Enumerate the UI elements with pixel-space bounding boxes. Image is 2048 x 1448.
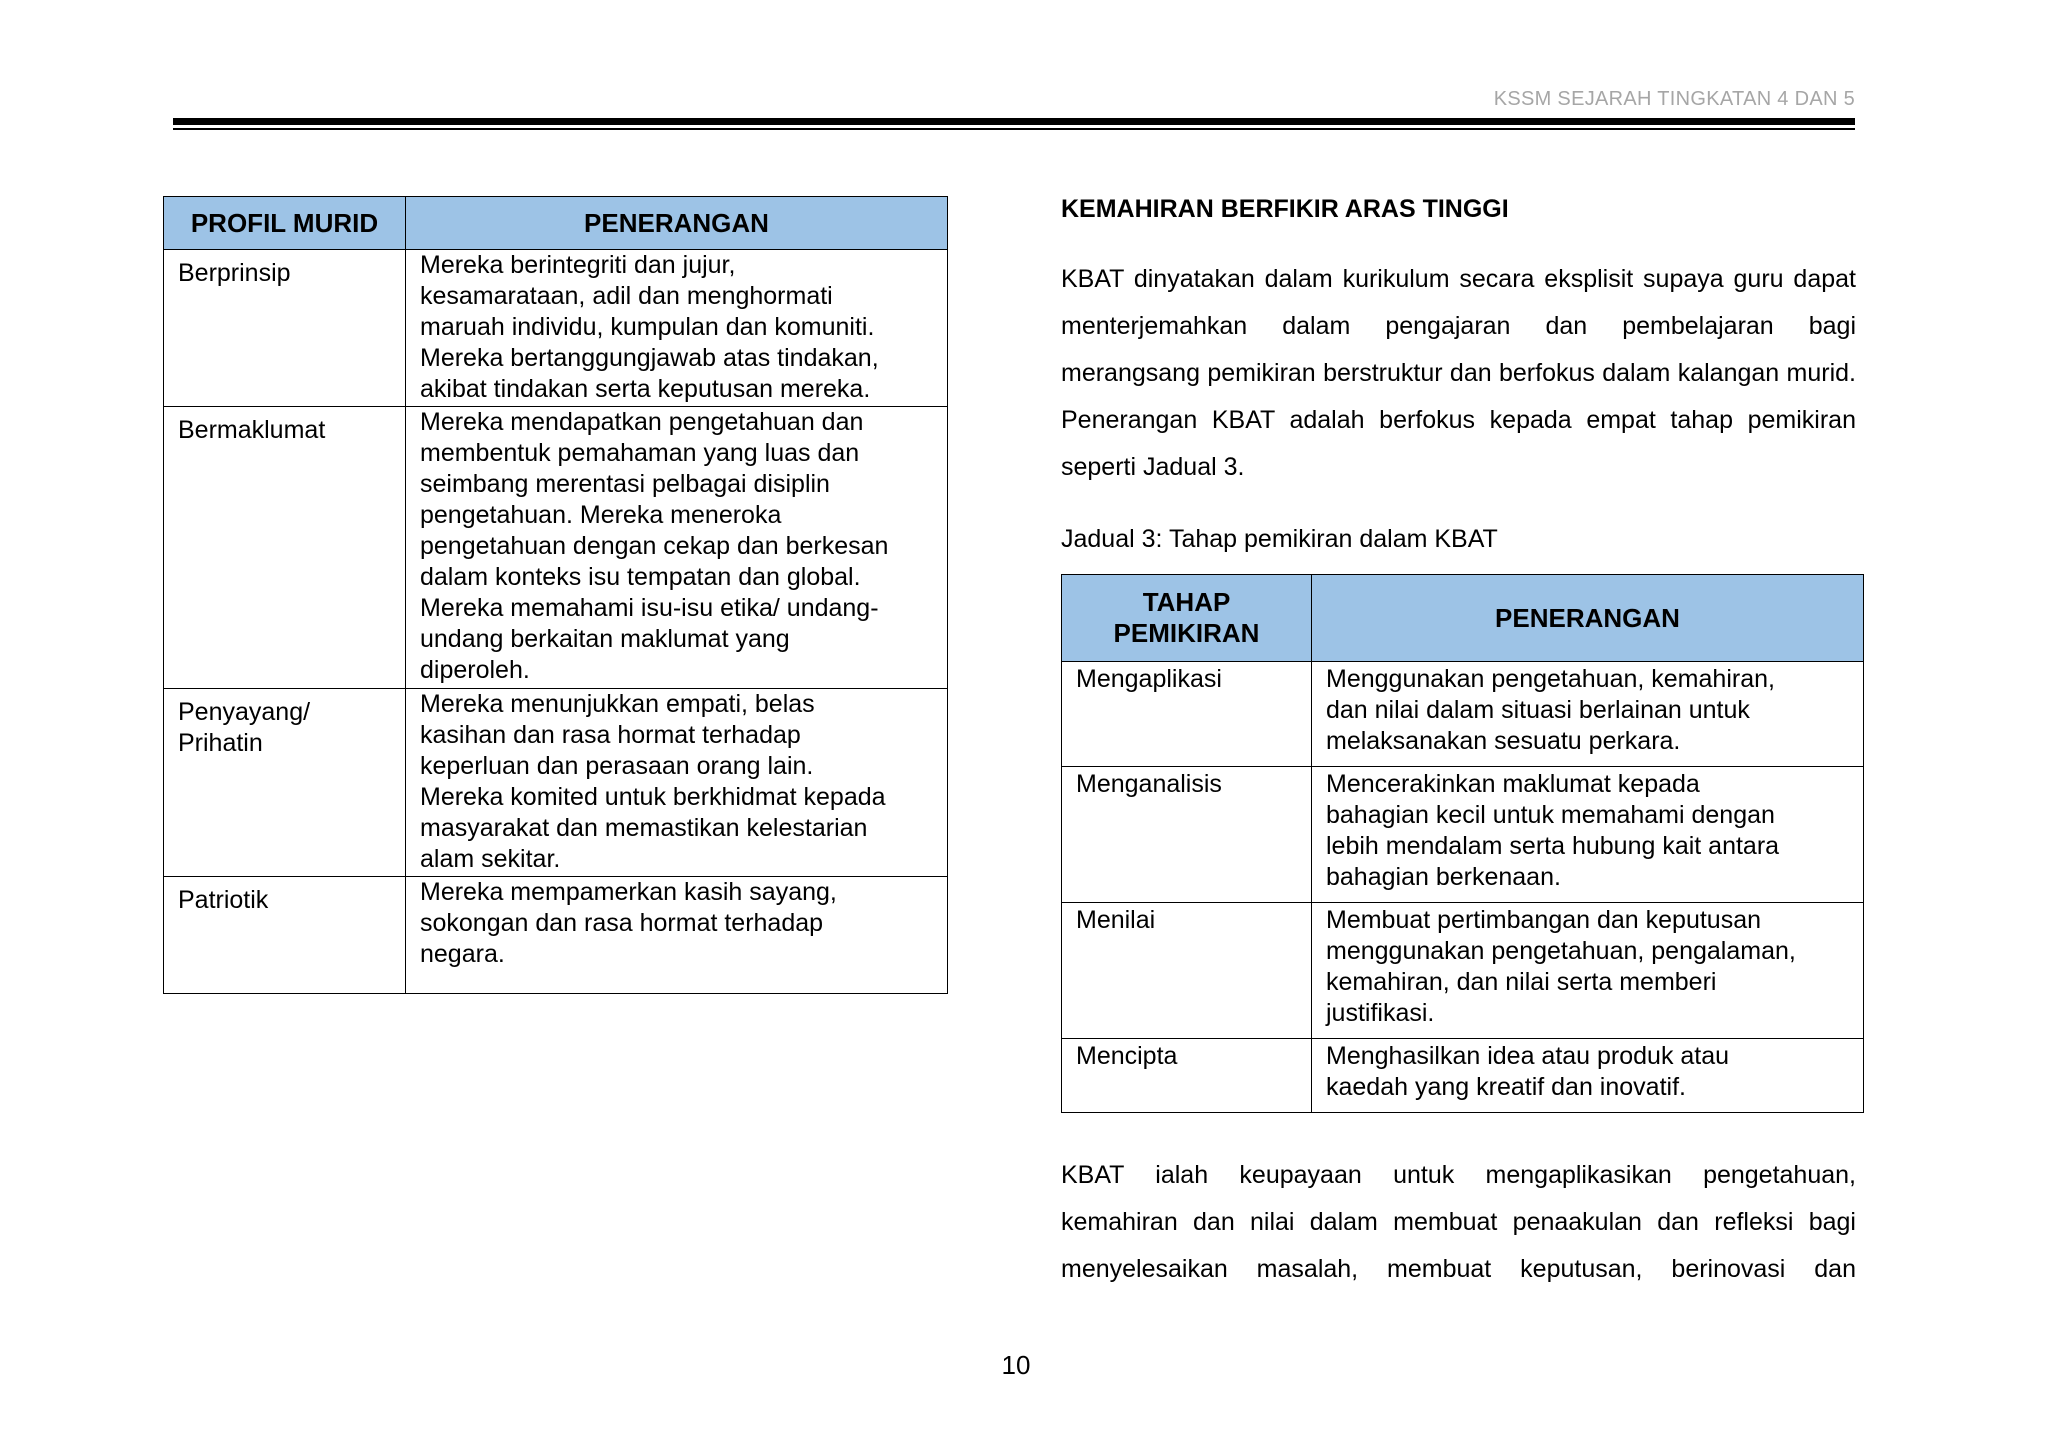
description-line: dalam konteks isu tempatan dan global. <box>420 563 861 591</box>
description-line: negara. <box>420 940 505 968</box>
page-number: 10 <box>1001 1350 1031 1380</box>
description-line: menggunakan pengetahuan, pengalaman, <box>1326 937 1796 965</box>
description-line: Mereka bertanggungjawab atas tindakan, <box>420 344 879 372</box>
profile-line: Prihatin <box>178 729 263 757</box>
description-line: Mereka mempamerkan kasih sayang, <box>420 878 837 906</box>
section-title: KEMAHIRAN BERFIKIR ARAS TINGGI <box>1061 195 1509 223</box>
profile-cell: Berprinsip <box>164 250 406 407</box>
description-cell <box>406 689 948 877</box>
level-cell: Mencipta <box>1062 1039 1312 1113</box>
description-line: membentuk pemahaman yang luas dan <box>420 439 860 467</box>
header-line: TAHAP <box>1142 587 1231 617</box>
intro-paragraph: KBAT dinyatakan dalam kurikulum secara eksplisit supaya guru dapat menterjemahkan dalam pengajaran dan pembelajaran bagi merangsang pemikiran berstruktur dan berfokus dalam kalangan murid. Penerangan KBAT adalah berfokus kepada empat tahap pemikiran seperti Jadual 3. <box>1061 265 1856 481</box>
description-line: keperluan dan perasaan orang lain. <box>420 752 814 780</box>
description-line: sokongan dan rasa hormat terhadap <box>420 909 824 937</box>
profile-cell: Bermaklumat <box>164 407 406 689</box>
table-row <box>1062 1039 1864 1113</box>
description-line: melaksanakan sesuatu perkara. <box>1326 727 1681 755</box>
table-row <box>1062 903 1864 1039</box>
description-line: pengetahuan. Mereka meneroka <box>420 501 782 529</box>
description-line: diperoleh. <box>420 656 530 684</box>
description-line: Menggunakan pengetahuan, kemahiran, <box>1326 665 1775 693</box>
description-line: akibat tindakan serta keputusan mereka. <box>420 375 871 403</box>
description-line: maruah individu, kumpulan dan komuniti. <box>420 313 875 341</box>
description-line: bahagian kecil untuk memahami dengan <box>1326 801 1775 829</box>
column-header-tahap-pemikiran <box>1062 575 1312 662</box>
closing-paragraph: KBAT ialah keupayaan untuk mengaplikasikan pengetahuan, kemahiran dan nilai dalam membuat penaakulan dan refleksi bagi menyelesaikan masalah, membuat keputusan, berinovasi dan <box>1061 1161 1856 1283</box>
table-row <box>1062 767 1864 903</box>
description-cell <box>1312 662 1864 767</box>
description-line: kaedah yang kreatif dan inovatif. <box>1326 1073 1686 1101</box>
profile-cell: Patriotik <box>164 877 406 994</box>
description-line: dan nilai dalam situasi berlainan untuk <box>1326 696 1750 724</box>
table-row <box>1062 662 1864 767</box>
description-line: Mereka menunjukkan empati, belas <box>420 690 815 718</box>
column-header-penerangan: PENERANGAN <box>406 197 948 250</box>
header-rule-thick <box>173 118 1855 125</box>
description-line: kemahiran, dan nilai serta memberi <box>1326 968 1717 996</box>
table-row <box>164 407 948 689</box>
column-header-penerangan: PENERANGAN <box>1312 575 1864 662</box>
table-row <box>164 250 948 407</box>
description-line: Membuat pertimbangan dan keputusan <box>1326 906 1762 934</box>
description-cell <box>406 877 948 994</box>
description-line: undang berkaitan maklumat yang <box>420 625 790 653</box>
table-row <box>164 877 948 994</box>
column-header-profil-murid: PROFIL MURID <box>164 197 406 250</box>
description-cell <box>1312 1039 1864 1113</box>
description-line: kesamarataan, adil dan menghormati <box>420 282 833 310</box>
level-cell: Menilai <box>1062 903 1312 1039</box>
description-line: Mereka komited untuk berkhidmat kepada <box>420 783 886 811</box>
description-line: Mereka mendapatkan pengetahuan dan <box>420 408 864 436</box>
description-cell <box>1312 903 1864 1039</box>
description-line: Menghasilkan idea atau produk atau <box>1326 1042 1730 1070</box>
description-line: seimbang merentasi pelbagai disiplin <box>420 470 830 498</box>
description-cell <box>406 407 948 689</box>
description-line: masyarakat dan memastikan kelestarian <box>420 814 868 842</box>
description-line: lebih mendalam serta hubung kait antara <box>1326 832 1780 860</box>
description-line: Mereka berintegriti dan jujur, <box>420 251 736 279</box>
description-line: Mereka memahami isu-isu etika/ undang- <box>420 594 879 622</box>
profile-line: Penyayang/ <box>178 698 311 726</box>
profile-cell <box>164 689 406 877</box>
table-row <box>164 689 948 877</box>
description-line: alam sekitar. <box>420 845 561 873</box>
level-cell: Mengaplikasi <box>1062 662 1312 767</box>
description-line: kasihan dan rasa hormat terhadap <box>420 721 801 749</box>
header-line: PEMIKIRAN <box>1113 618 1260 648</box>
table-caption: Jadual 3: Tahap pemikiran dalam KBAT <box>1061 525 1498 553</box>
profil-murid-table <box>163 196 948 994</box>
table-header-row <box>1062 575 1864 662</box>
header-rule-thin <box>173 128 1855 130</box>
description-line: bahagian berkenaan. <box>1326 863 1561 891</box>
description-line: Mencerakinkan maklumat kepada <box>1326 770 1700 798</box>
table-header-row <box>164 197 948 250</box>
running-header: KSSM SEJARAH TINGKATAN 4 DAN 5 <box>1493 88 1855 110</box>
description-cell <box>406 250 948 407</box>
tahap-pemikiran-table <box>1061 574 1864 1113</box>
level-cell: Menganalisis <box>1062 767 1312 903</box>
description-cell <box>1312 767 1864 903</box>
description-line: justifikasi. <box>1326 999 1435 1027</box>
description-line: pengetahuan dengan cekap dan berkesan <box>420 532 889 560</box>
